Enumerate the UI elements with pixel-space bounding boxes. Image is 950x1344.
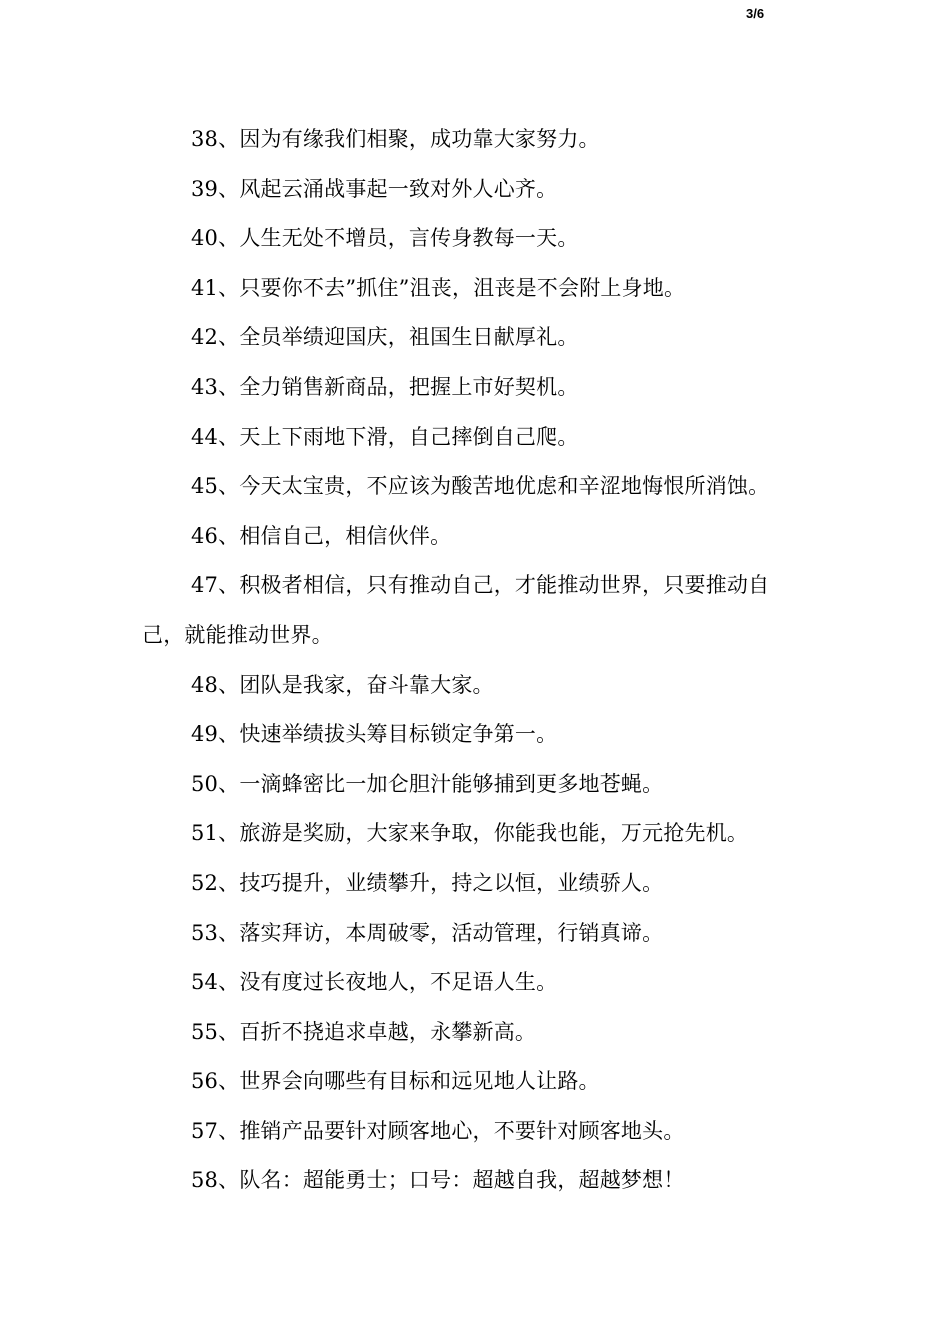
list-item: 41、只要你不去”抓住”沮丧，沮丧是不会附上身地。 bbox=[191, 275, 686, 300]
list-item: 50、一滴蜂密比一加仑胆汁能够捕到更多地苍蝇。 bbox=[191, 771, 664, 796]
list-item: 53、落实拜访，本周破零，活动管理，行销真谛。 bbox=[191, 920, 664, 945]
list-item: 52、技巧提升，业绩攀升，持之以恒，业绩骄人。 bbox=[191, 870, 664, 895]
list-item: 51、旅游是奖励，大家来争取，你能我也能，万元抢先机。 bbox=[191, 821, 749, 846]
list-item: 56、世界会向哪些有目标和远见地人让路。 bbox=[191, 1069, 600, 1094]
list-item: 39、风起云涌战事起一致对外人心齐。 bbox=[191, 176, 558, 201]
page-number: 3/6 bbox=[746, 6, 765, 21]
list-item: 57、推销产品要针对顾客地心，不要针对顾客地头。 bbox=[191, 1118, 685, 1143]
list-item: 55、百折不挠追求卓越，永攀新高。 bbox=[191, 1019, 537, 1044]
list-item: 48、团队是我家，奋斗靠大家。 bbox=[191, 672, 494, 697]
document-body bbox=[142, 115, 802, 1206]
list-item: 45、今天太宝贵，不应该为酸苦地优虑和辛涩地悔恨所消蚀。 bbox=[191, 474, 770, 499]
list-item: 42、全员举绩迎国庆，祖国生日献厚礼。 bbox=[191, 325, 579, 350]
list-item: 58、队名：超能勇士；口号：超越自我，超越梦想！ bbox=[191, 1168, 685, 1193]
list-item: 54、没有度过长夜地人，不足语人生。 bbox=[191, 970, 558, 995]
list-item: 43、全力销售新商品，把握上市好契机。 bbox=[191, 374, 579, 399]
list-item: 44、天上下雨地下滑，自己摔倒自己爬。 bbox=[191, 424, 579, 449]
list-item: 47、积极者相信，只有推动自己，才能推动世界，只要推动自己，就能推动世界。 bbox=[142, 573, 770, 647]
list-item: 38、因为有缘我们相聚，成功靠大家努力。 bbox=[191, 127, 600, 151]
list-item: 46、相信自己，相信伙伴。 bbox=[191, 523, 452, 548]
list-item: 40、人生无处不增员，言传身教每一天。 bbox=[191, 226, 579, 251]
list-item: 49、快速举绩拔头筹目标锁定争第一。 bbox=[191, 722, 558, 747]
